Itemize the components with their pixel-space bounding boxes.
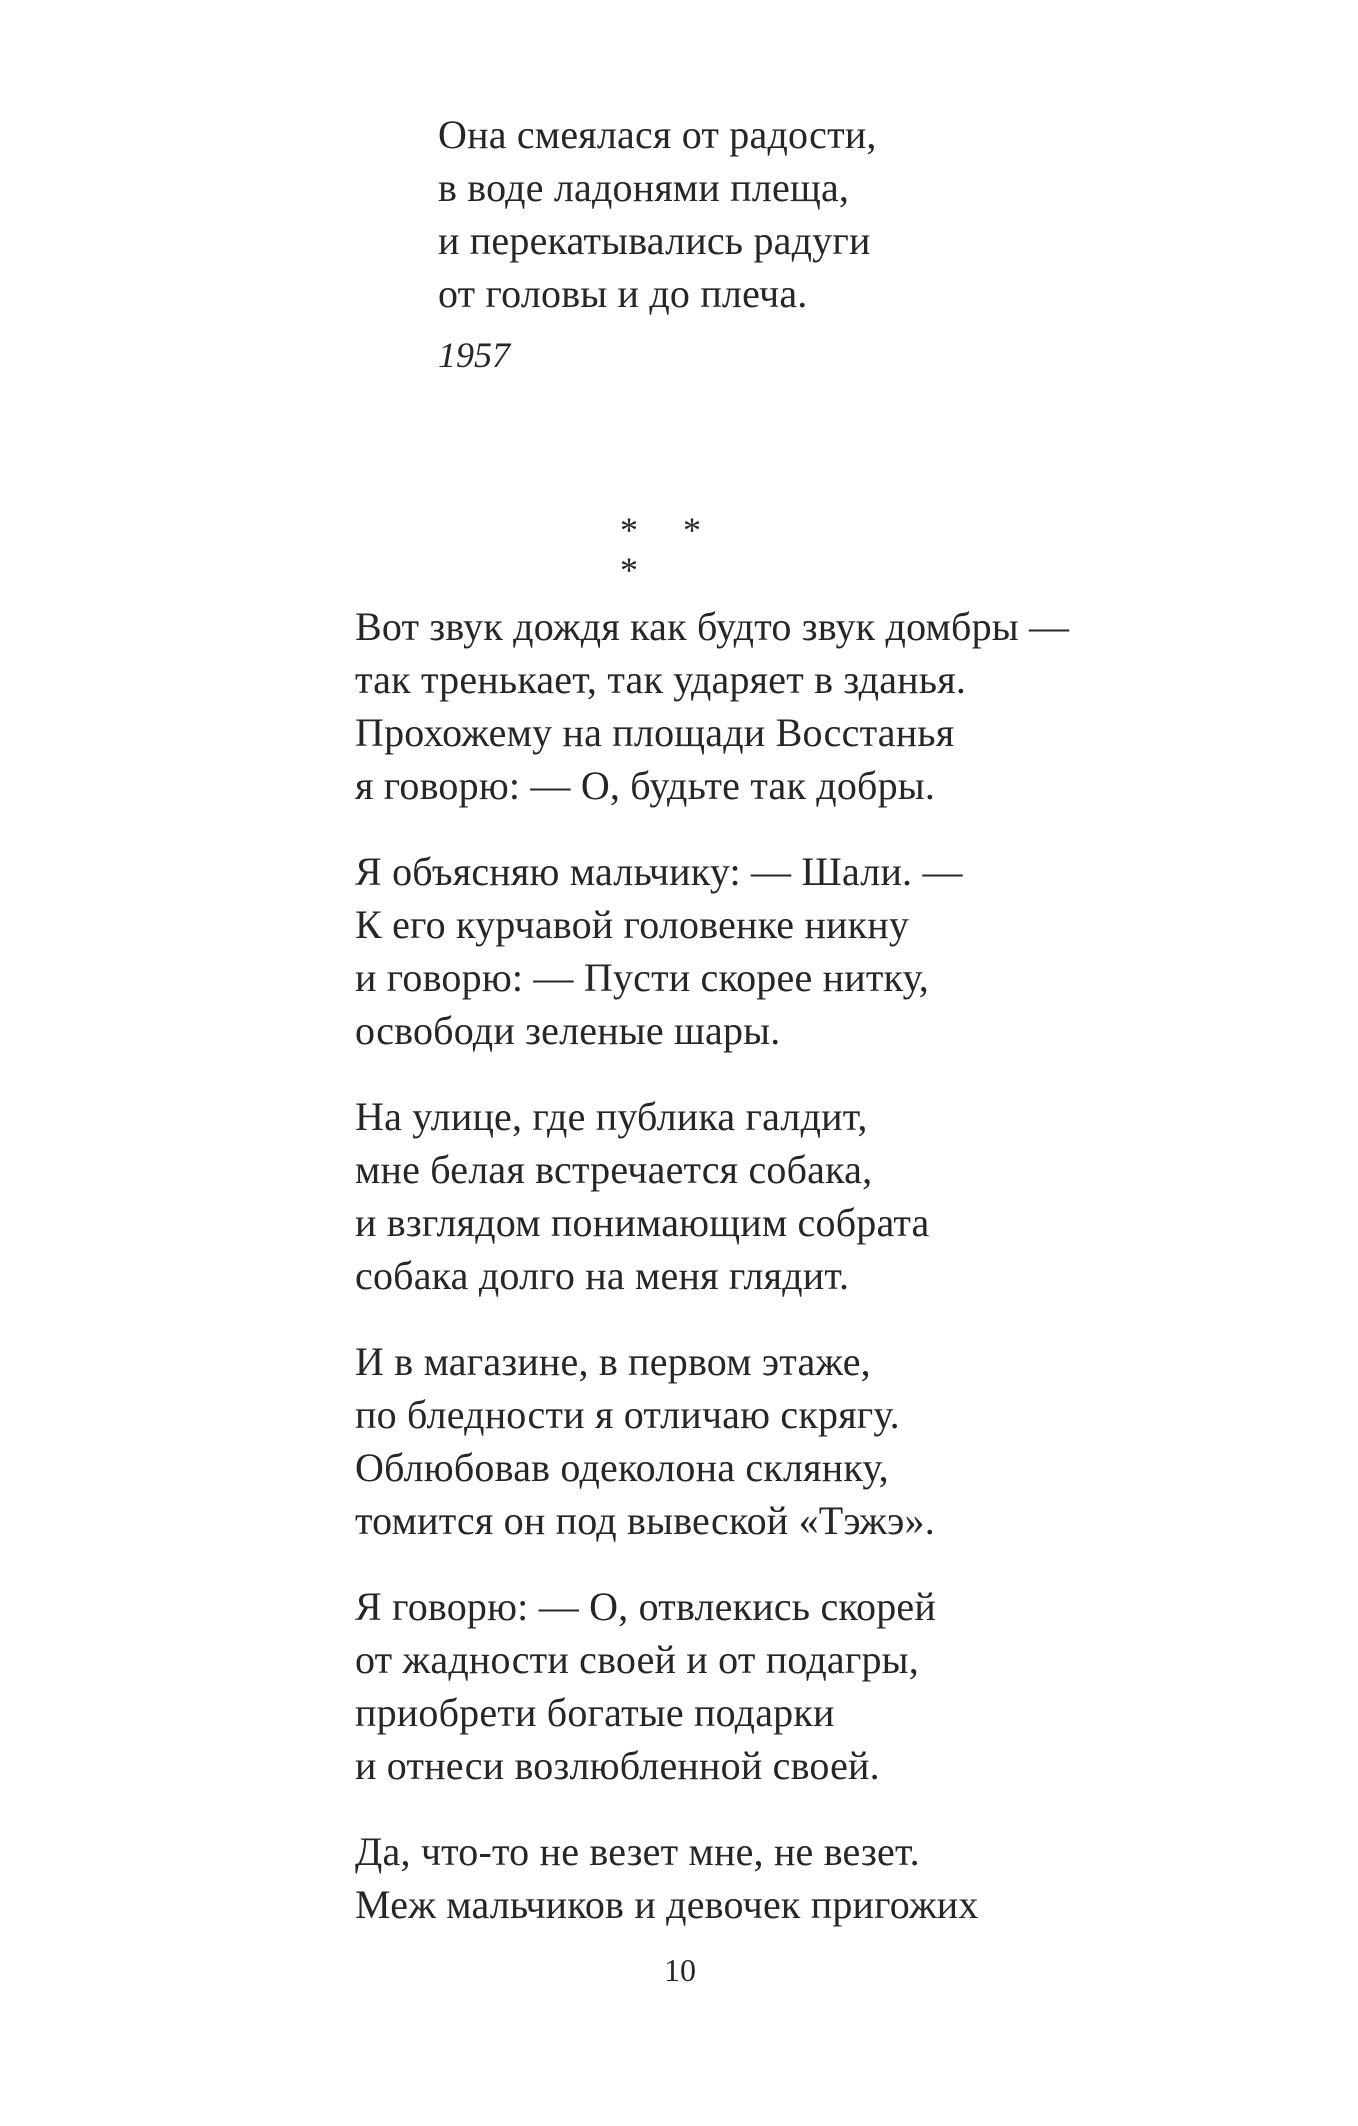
poem-line: и взглядом понимающим собрата xyxy=(355,1200,930,1245)
poem-line: от головы и до плеча. xyxy=(438,271,808,316)
poem-year: 1957 xyxy=(438,335,510,375)
poem-line: Я говорю: — О, отвлекись скорей xyxy=(355,1584,936,1629)
poem-line: На улице, где публика галдит, xyxy=(355,1094,868,1139)
poem-line: мне белая встречается собака, xyxy=(355,1147,873,1192)
stanza-6 xyxy=(355,1825,979,1931)
poem-line: Да, что-то не везет мне, не везет. xyxy=(355,1829,920,1874)
poem-line: И в магазине, в первом этаже, xyxy=(355,1339,871,1384)
poem-line: собака долго на меня глядит. xyxy=(355,1253,850,1298)
stanza-5 xyxy=(355,1580,936,1792)
poem-line: Она смеялася от радости, xyxy=(438,112,877,157)
poem-ending-stanza xyxy=(438,108,877,320)
poem-line: Меж мальчиков и девочек пригожих xyxy=(355,1882,979,1927)
poem-line: К его курчавой головенке никну xyxy=(355,902,910,947)
poem-line: томится он под вывеской «Тэжэ». xyxy=(355,1498,935,1543)
poem-line: я говорю: — О, будьте так добры. xyxy=(355,763,936,808)
poem-line: Прохожему на площади Восстанья xyxy=(355,710,955,755)
stanza-4 xyxy=(355,1335,935,1547)
poem-line: освободи зеленые шары. xyxy=(355,1008,781,1053)
poem-line: приобрети богатые подарки xyxy=(355,1690,835,1735)
stanza-1 xyxy=(355,600,1069,812)
poem-line: и говорю: — Пусти скорее нитку, xyxy=(355,955,929,1000)
poem-line: так тренькает, так ударяет в зданья. xyxy=(355,657,967,702)
stanza-3 xyxy=(355,1090,930,1302)
stanza-2 xyxy=(355,845,963,1057)
poem-line: Вот звук дождя как будто звук домбры — xyxy=(355,604,1070,649)
poem-line: по бледности я отличаю скрягу. xyxy=(355,1392,900,1437)
poem-line: в воде ладонями плеща, xyxy=(438,165,850,210)
page-number: 10 xyxy=(664,1952,696,1988)
poem-line: и перекатывались радуги xyxy=(438,218,871,263)
poem-line: и отнеси возлюбленной своей. xyxy=(355,1743,880,1788)
poem-line: от жадности своей и от подагры, xyxy=(355,1637,919,1682)
section-divider: * * * xyxy=(620,510,719,590)
poem-line: Я объясняю мальчику: — Шали. — xyxy=(355,849,963,894)
poem-line: Облюбовав одеколона склянку, xyxy=(355,1445,889,1490)
